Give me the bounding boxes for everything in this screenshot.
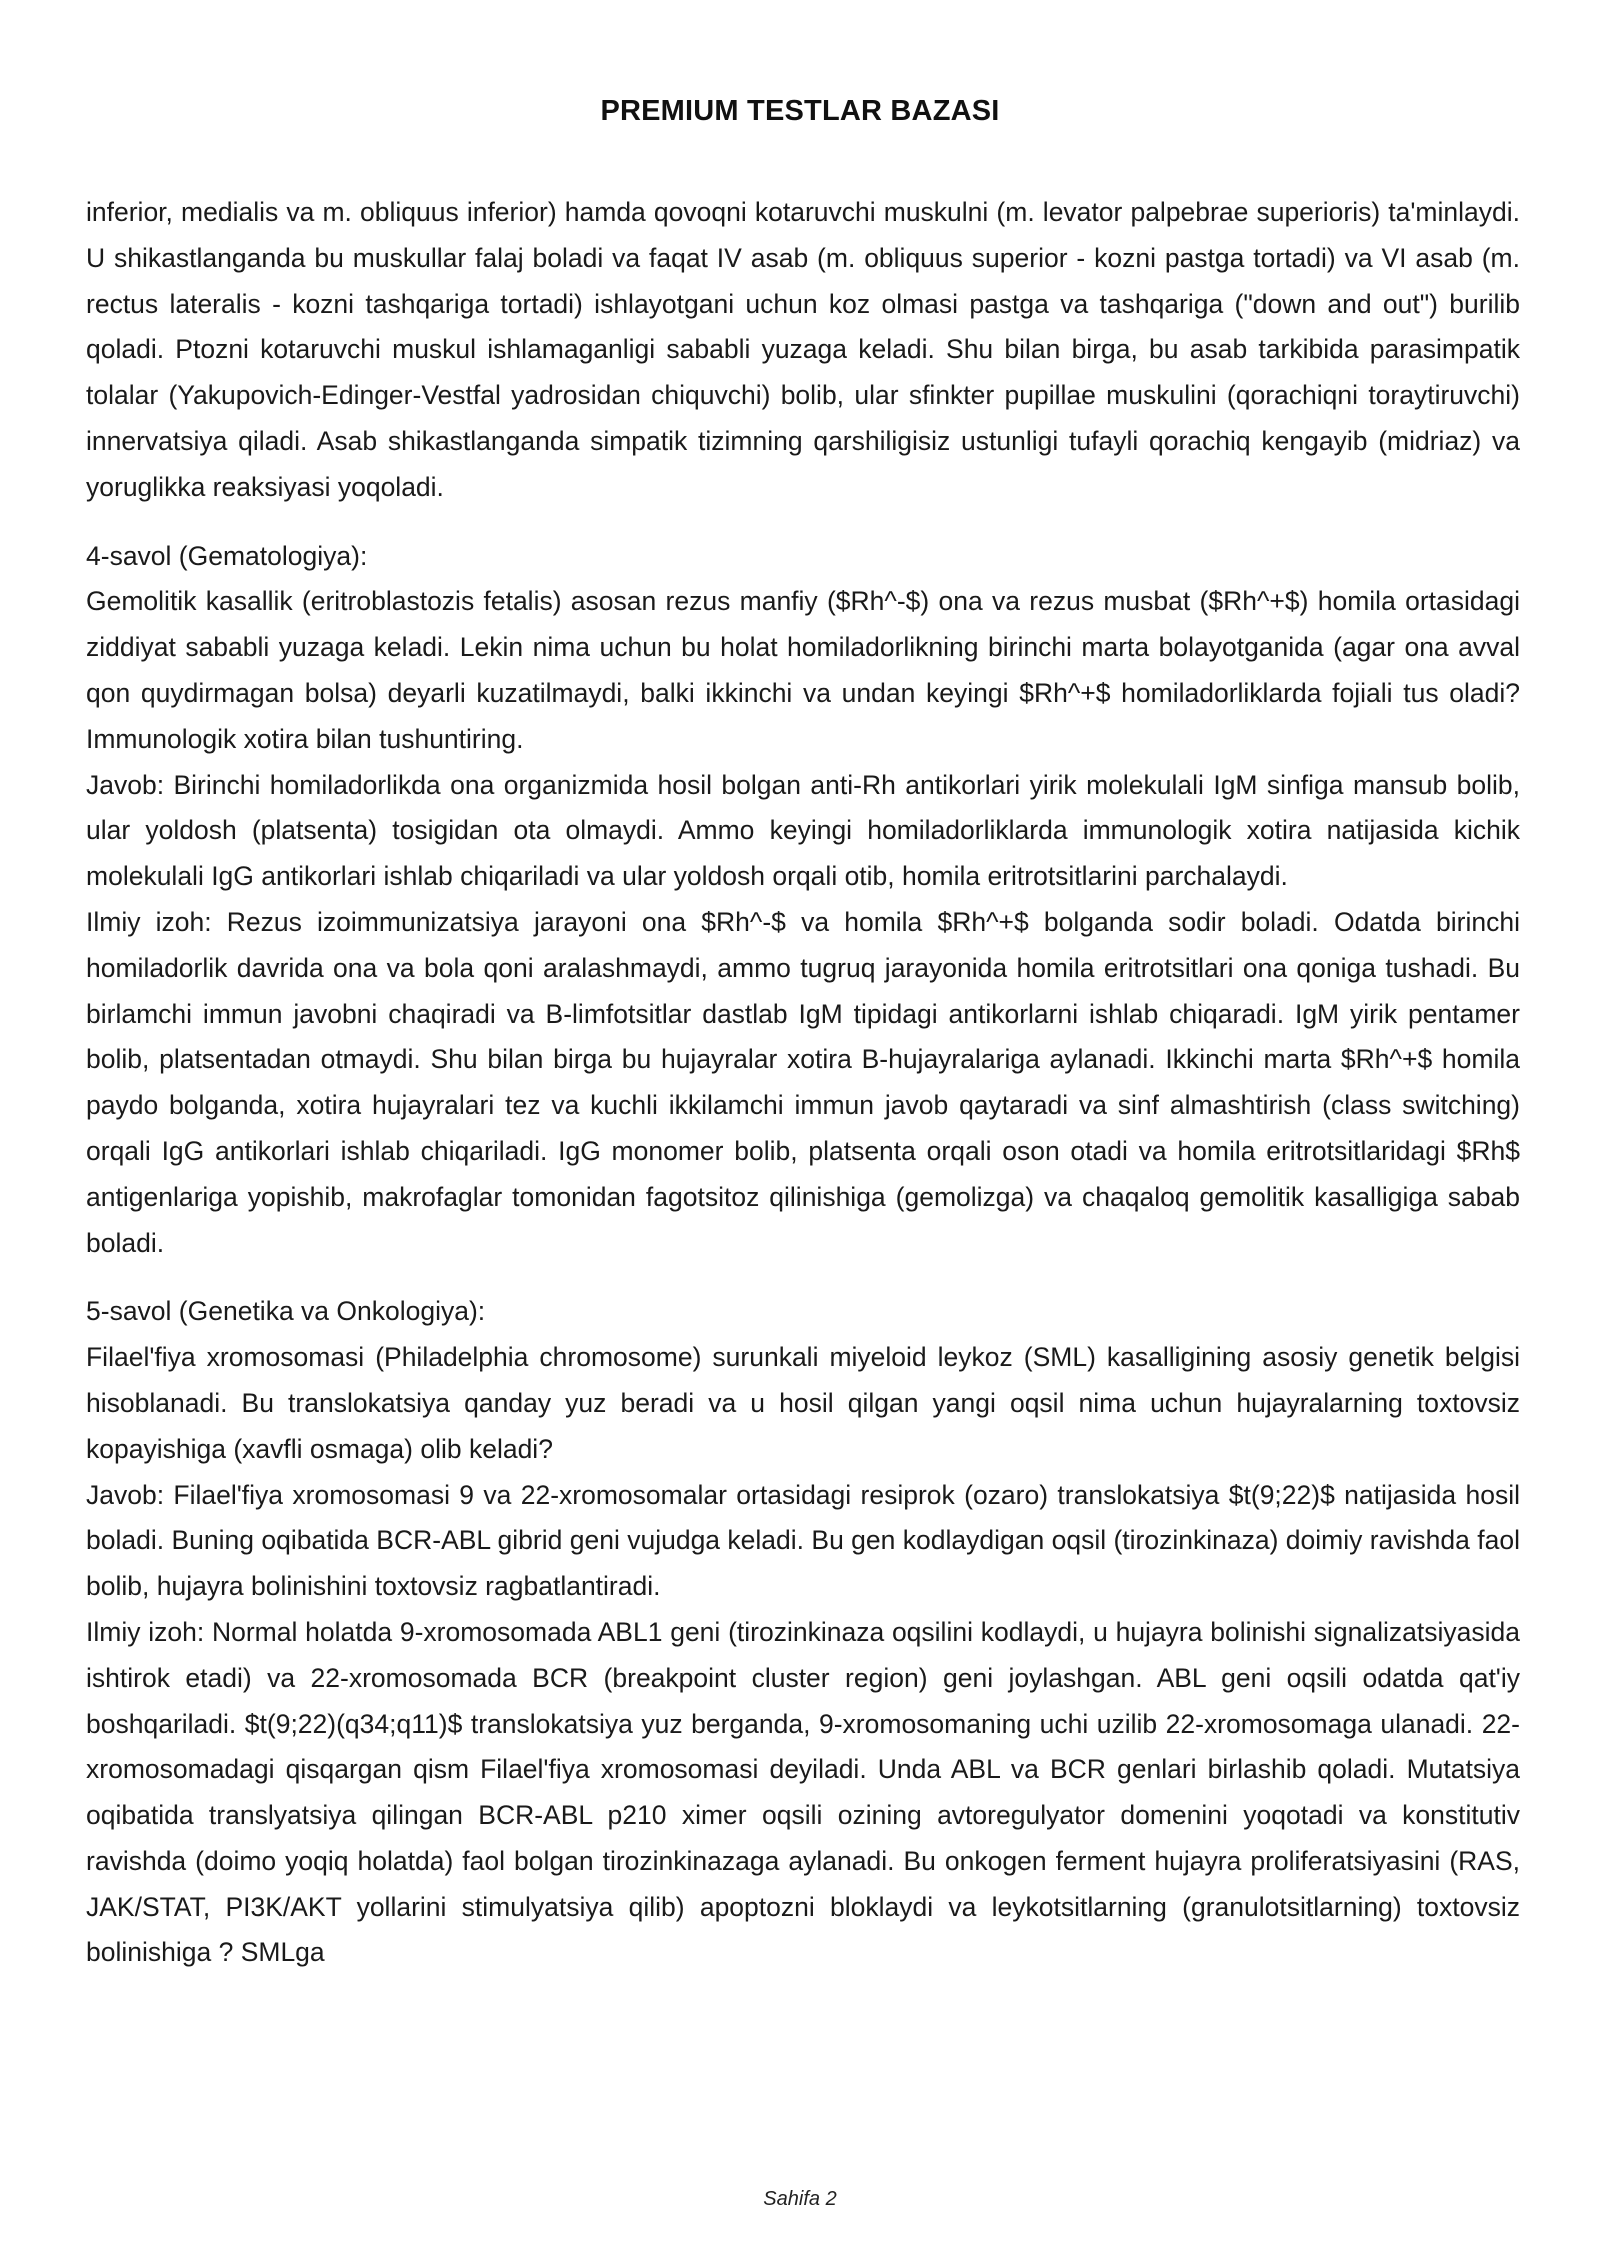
question-4-explanation: Ilmiy izoh: Rezus izoimmunizatsiya jarayoni ona $Rh^-$ va homila $Rh^+$ bolganda sodir boladi. Odatda birinchi homiladorlik davrida ona va bola qoni aralashmaydi, ammo tugruq jarayonida homila eritrotsitlari ona qoniga tushadi. Bu birlamchi immun javobni chaqiradi va B-limfotsitlar dastlab IgM tipidagi antikorlarni ishlab chiqaradi. IgM yirik pentamer bolib, platsentadan otmaydi. Shu bilan birga bu hujayralar xotira B-hujayralariga aylanadi. Ikkinchi marta $Rh^+$ homila paydo bolganda, xotira hujayralari tez va kuchli ikkilamchi immun javob qaytaradi va sinf almashtirish (class switching) orqali IgG antikorlari ishlab chiqariladi. IgG monomer bolib, platsenta orqali oson otadi va homila eritrotsitlaridagi $Rh$ antigenlariga yopishib, makrofaglar tomonidan fagotsitoz qilinishiga (gemolizga) va chaqaloq gemolitik kasalligiga sabab boladi. (86, 906, 1520, 1258)
paragraph-continuation: inferior, medialis va m. obliquus inferior) hamda qovoqni kotaruvchi muskulni (m. levator palpebrae superioris) ta'minlaydi. U shikastlanganda bu muskullar falaj boladi va faqat IV asab (m. obliquus superior - kozni pastga tortadi) va VI asab (m. rectus lateralis - kozni tashqariga tortadi) ishlayotgani uchun koz olmasi pastga va tashqariga ("down and out") burilib qoladi. Ptozni kotaruvchi muskul ishlamaganligi sababli yuzaga keladi. Shu bilan birga, bu asab tarkibida parasimpatik tolalar (Yakupovich-Edinger-Vestfal yadrosidan chiquvchi) bolib, ular sfinkter pupillae muskulini (qorachiqni toraytiruvchi) innervatsiya qiladi. Asab shikastlanganda simpatik tizimning qarshiligisiz ustunligi tufayli qorachiq kengayib (midriaz) va yoruglikka reaksiyasi yoqoladi. (86, 197, 1520, 502)
question-5-heading: 5-savol (Genetika va Onkologiya): (86, 1296, 486, 1327)
question-5-text: Filael'fiya xromosomasi (Philadelphia chromosome) surunkali miyeloid leykoz (SML) kasalligining asosiy genetik belgisi hisoblanadi. Bu translokatsiya qanday yuz beradi va u hosil qilgan yangi oqsil nima uchun hujayralarning toxtovsiz kopayishiga (xavfli osmaga) olib keladi? (86, 1342, 1520, 1464)
page-body (86, 190, 1520, 1976)
page-number-footer: Sahifa 2 (763, 2188, 837, 2210)
question-5-answer: Javob: Filael'fiya xromosomasi 9 va 22-xromosomalar ortasidagi resiprok (ozaro) translokatsiya $t(9;22)$ natijasida hosil boladi. Buning oqibatida BCR-ABL gibrid geni vujudga keladi. Bu gen kodlaydigan oqsil (tirozinkinaza) doimiy ravishda faol bolib, hujayra bolinishini toxtovsiz ragbatlantiradi. (86, 1479, 1520, 1602)
question-4-heading: 4-savol (Gematologiya): (86, 540, 368, 571)
question-5-explanation: Ilmiy izoh: Normal holatda 9-xromosomada ABL1 geni (tirozinkinaza oqsilini kodlaydi, u hujayra bolinishi signalizatsiyasida ishtirok etadi) va 22-xromosomada BCR (breakpoint cluster region) geni joylashgan. ABL geni oqsili odatda qat'iy boshqariladi. $t(9;22)(q34;q11)$ translokatsiya yuz berganda, 9-xromosomaning uchi uzilib 22-xromosomaga ulanadi. 22-xromosomadagi qisqargan qism Filael'fiya xromosomasi deyiladi. Unda ABL va BCR genlari birlashib qoladi. Mutatsiya oqibatida translyatsiya qilingan BCR-ABL p210 ximer oqsili ozining avtoregulyator domenini yoqotadi va konstitutiv ravishda (doimo yoqiq holatda) faol bolgan tirozinkinazaga aylanadi. Bu onkogen ferment hujayra proliferatsiyasini (RAS, JAK/STAT, PI3K/AKT yollarini stimulyatsiya qilib) apoptozni bloklaydi va leykotsitlarning (granulotsitlarning) toxtovsiz bolinishiga ? SMLga (86, 1616, 1520, 1968)
question-4-text: Gemolitik kasallik (eritroblastozis fetalis) asosan rezus manfiy ($Rh^-$) ona va rezus musbat ($Rh^+$) homila ortasidagi ziddiyat sababli yuzaga keladi. Lekin nima uchun bu holat homiladorlikning birinchi marta bolayotganida (agar ona avval qon quydirmagan bolsa) deyarli kuzatilmaydi, balki ikkinchi va undan keyingi $Rh^+$ homiladorliklarda fojiali tus oladi? Immunologik xotira bilan tushuntiring. (86, 586, 1520, 754)
question-4-answer: Javob: Birinchi homiladorlikda ona organizmida hosil bolgan anti-Rh antikorlari yirik molekulali IgM sinfiga mansub bolib, ular yoldosh (platsenta) tosigidan ota olmaydi. Ammo keyingi homiladorliklarda immunologik xotira natijasida kichik molekulali IgG antikorlari ishlab chiqariladi va ular yoldosh orqali otib, homila eritrotsitlarini parchalaydi. (86, 769, 1520, 892)
page-header-title: PREMIUM TESTLAR BAZASI (600, 95, 1000, 127)
